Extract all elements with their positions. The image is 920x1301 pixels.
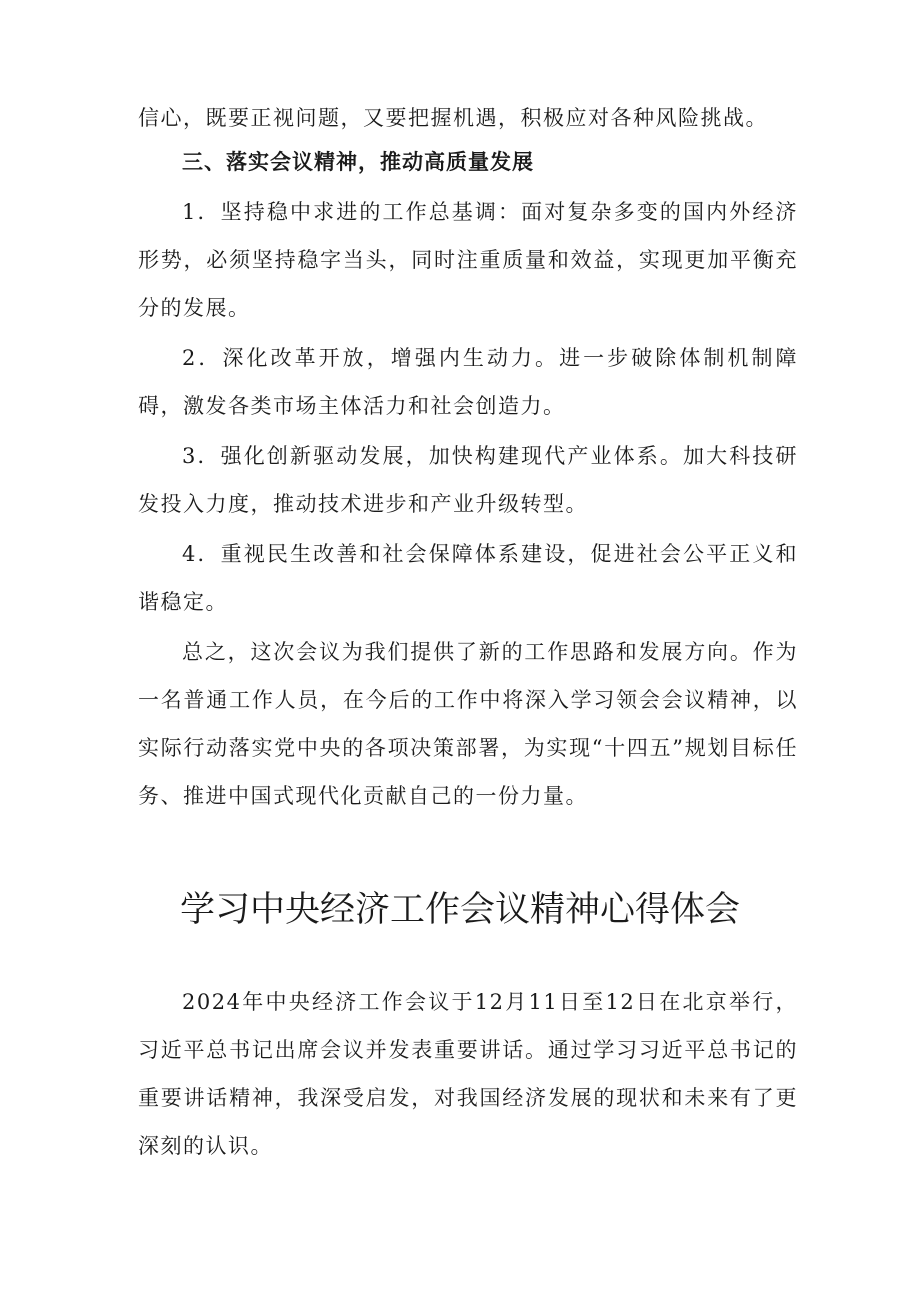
paragraph-continuation: 信心，既要正视问题，又要把握机遇，积极应对各种风险挑战。 xyxy=(138,106,768,130)
list-item-4: 4．重视民生改善和社会保障体系建设，促进社会公平正义和谐稳定。 xyxy=(138,542,798,614)
section-heading: 三、落实会议精神，推动高质量发展 xyxy=(182,150,534,174)
list-item-3: 3．强化创新驱动发展，加快构建现代产业体系。加大科技研发投入力度，推动技术进步和产业升级转型。 xyxy=(138,444,798,516)
list-item-1: 1．坚持稳中求进的工作总基调：面对复杂多变的国内外经济形势，必须坚持稳字当头，同时注重质量和效益，实现更加平衡充分的发展。 xyxy=(138,200,798,320)
list-item-2: 2．深化改革开放，增强内生动力。进一步破除体制机制障碍，激发各类市场主体活力和社会创造力。 xyxy=(138,346,798,418)
intro-paragraph: 2024年中央经济工作会议于12月11日至12日在北京举行，习近平总书记出席会议并发表重要讲话。通过学习习近平总书记的重要讲话精神，我深受启发，对我国经济发展的现状和未来有了更深刻的认识。 xyxy=(138,990,798,1158)
article-title: 学习中央经济工作会议精神心得体会 xyxy=(179,890,740,930)
conclusion-paragraph: 总之，这次会议为我们提供了新的工作思路和发展方向。作为一名普通工作人员，在今后的工作中将深入学习领会会议精神，以实际行动落实党中央的各项决策部署，为实现“十四五”规划目标任务、推进中国式现代化贡献自己的一份力量。 xyxy=(138,640,798,808)
